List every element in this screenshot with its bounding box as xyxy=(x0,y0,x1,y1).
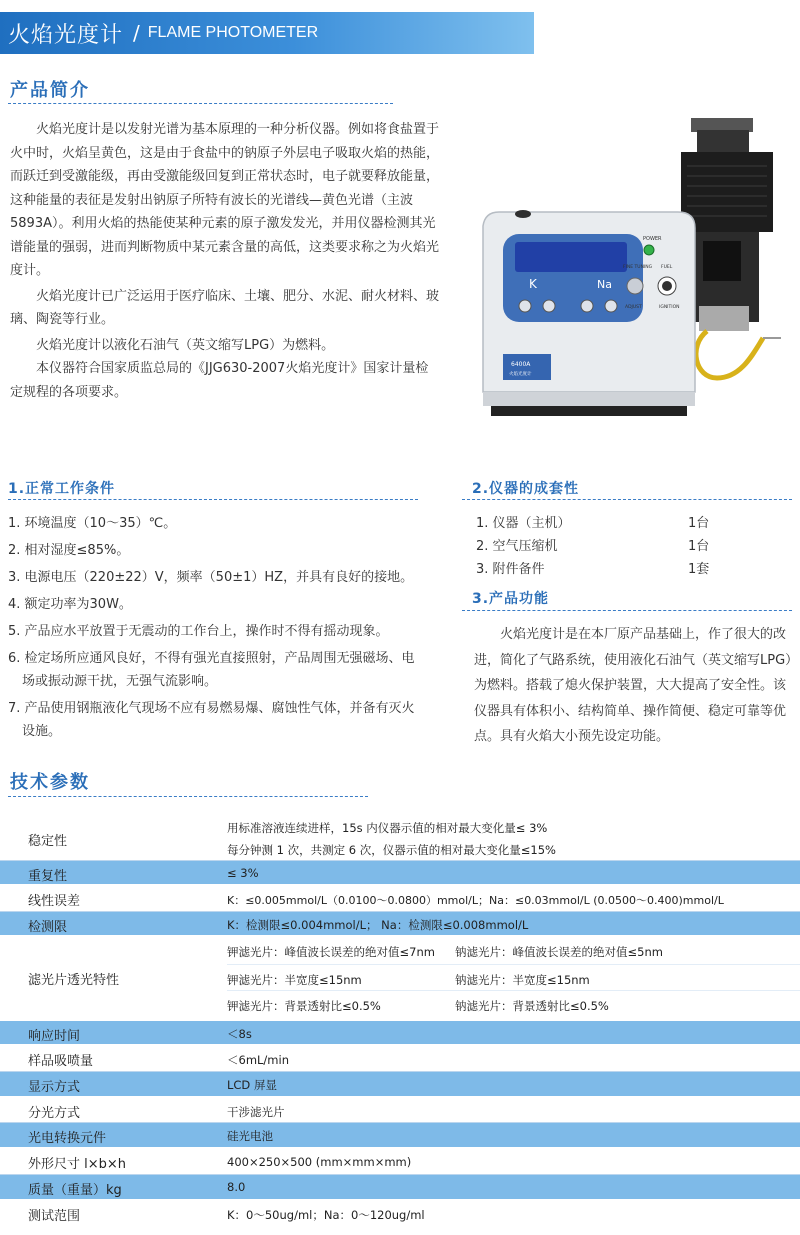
spec-label: 显示方式 xyxy=(28,1080,81,1095)
spec-label: 光电转换元件 xyxy=(28,1131,107,1146)
condition-item: 7. 产品使用钢瓶液化气现场不应有易燃易爆、腐蚀性气体，并备有灭火 xyxy=(8,701,415,716)
specs-divider xyxy=(8,796,368,797)
kit-row-qty: 1台 xyxy=(688,516,710,531)
spec-row-detection-limit xyxy=(0,912,800,935)
spec-row-detector xyxy=(0,1123,800,1147)
intro-paragraph-4: 本仪器符合国家质监总局的《JJG630-2007火焰光度计》国家计量检定规程的各项要求。 xyxy=(10,361,429,400)
condition-item: 3. 电源电压（220±22）V，频率（50±1）HZ，并具有良好的接地。 xyxy=(8,570,414,585)
row-divider xyxy=(0,911,800,912)
functions-text xyxy=(474,622,794,750)
specs-title: 技术参数 xyxy=(10,772,90,793)
row-divider xyxy=(0,1122,800,1123)
kit-row-name: 1. 仪器（主机） xyxy=(476,516,571,531)
kit-row-name: 2. 空气压缩机 xyxy=(476,539,558,554)
intro-divider xyxy=(8,103,393,104)
flame-photometer-image xyxy=(463,116,783,421)
spec-value: LCD 屏显 xyxy=(227,1078,277,1092)
spec-row-repeatability xyxy=(0,861,800,884)
device-adjust-label: ADJUST xyxy=(625,305,642,310)
kit-divider xyxy=(462,499,792,500)
spec-label: 响应时间 xyxy=(28,1029,81,1044)
spec-label: 滤光片透光特性 xyxy=(28,973,120,988)
kit-row-qty: 1台 xyxy=(688,539,710,554)
spec-value: 400×250×500 (mm×mm×mm) xyxy=(227,1155,412,1169)
condition-item: 5. 产品应水平放置于无震动的工作台上，操作时不得有摇动现象。 xyxy=(8,624,389,639)
spec-value: ≤ 3% xyxy=(227,866,259,880)
header-banner xyxy=(0,12,534,54)
condition-item: 2. 相对湿度≤85%。 xyxy=(8,543,130,558)
kit-row xyxy=(476,558,766,577)
condition-item: 场或振动源干扰，无强气流影响。 xyxy=(22,674,218,689)
spec-label: 重复性 xyxy=(28,869,68,884)
intro-paragraph-2: 火焰光度计已广泛运用于医疗临床、土壤、肥分、水泥、耐火材料、玻璃、陶瓷等行业。 xyxy=(10,288,440,327)
spec-value: 钾滤光片：峰值波长误差的绝对值≤7nm xyxy=(227,945,435,959)
kit-row-name: 3. 附件备件 xyxy=(476,562,545,577)
spec-row-stability xyxy=(0,814,800,860)
spec-row-filter xyxy=(0,936,800,1020)
title-en: FLAME PHOTOMETER xyxy=(147,24,319,41)
spec-row-dispersion xyxy=(0,1097,800,1122)
spec-value: 钠滤光片：峰值波长误差的绝对值≤5nm xyxy=(455,945,663,959)
spec-label: 检测限 xyxy=(28,920,68,935)
intro-paragraph-3: 火焰光度计以液化石油气（英文缩写LPG）为燃料。 xyxy=(36,337,335,353)
conditions-list xyxy=(8,512,448,752)
spec-value: ＜8s xyxy=(227,1027,252,1041)
spec-value: 钾滤光片：背景透射比≤0.5% xyxy=(227,999,381,1013)
spec-label: 样品吸喷量 xyxy=(28,1054,94,1069)
spec-label: 质量（重量）kg xyxy=(28,1183,122,1198)
conditions-title: 1.正常工作条件 xyxy=(8,481,116,497)
condition-item: 1. 环境温度（10～35）℃。 xyxy=(8,516,177,531)
device-na-label: Na xyxy=(597,278,612,291)
spec-row-linearity xyxy=(0,885,800,911)
intro-title: 产品简介 xyxy=(10,80,90,101)
spec-value: K：检测限≤0.004mmol/L； Na：检测限≤0.008mmol/L xyxy=(227,918,529,932)
condition-item: 6. 检定场所应通风良好，不得有强光直接照射，产品周围无强磁场、电 xyxy=(8,651,415,666)
kit-row xyxy=(476,512,766,531)
spec-value: 钠滤光片：半宽度≤15nm xyxy=(455,973,590,987)
spec-label: 线性误差 xyxy=(28,894,81,909)
spec-label: 分光方式 xyxy=(28,1106,81,1121)
spec-row-response-time xyxy=(0,1021,800,1044)
spec-row-sample-uptake xyxy=(0,1045,800,1071)
intro-text xyxy=(10,118,440,404)
row-divider xyxy=(0,1071,800,1072)
kit-table xyxy=(476,512,776,578)
spec-value: 干涉滤光片 xyxy=(227,1105,285,1119)
spec-label: 测试范围 xyxy=(28,1209,81,1224)
kit-row-qty: 1套 xyxy=(688,562,710,577)
device-name: 火焰光度计 xyxy=(509,372,532,377)
spec-value: 钠滤光片：背景透射比≤0.5% xyxy=(455,999,609,1013)
spec-value: 钾滤光片：半宽度≤15nm xyxy=(227,973,362,987)
spec-value: K：0～50ug/ml；Na：0～120ug/ml xyxy=(227,1208,425,1222)
device-model: 6400A xyxy=(511,361,531,368)
spec-value: K：≤0.005mmol/L（0.0100～0.0800）mmol/L；Na：≤0.03mmol/L (0.0500～0.400)mmol/L xyxy=(227,894,724,907)
spec-label: 外形尺寸 l×b×h xyxy=(28,1157,127,1172)
spec-value: 每分钟测 1 次，共测定 6 次，仪器示值的相对最大变化量≤15% xyxy=(227,843,556,857)
spec-value: 8.0 xyxy=(227,1180,246,1194)
spec-row-range xyxy=(0,1200,800,1224)
row-divider xyxy=(0,1174,800,1175)
specs-table xyxy=(0,814,800,1224)
kit-title: 2.仪器的成套性 xyxy=(472,481,580,497)
spec-row-dimensions xyxy=(0,1148,800,1174)
title-cn: 火焰光度计 xyxy=(8,22,124,48)
spec-value: 硅光电池 xyxy=(227,1129,273,1143)
title-separator: / xyxy=(133,21,140,45)
device-k-label: K xyxy=(529,277,537,291)
row-divider xyxy=(227,990,800,991)
functions-paragraph: 火焰光度计是在本厂原产品基础上，作了很大的改进，简化了气路系统，使用液化石油气（英文缩写LPG）为燃料。搭载了熄火保护装置，大大提高了安全性。该仪器具有体积小、结构简单、操作简便、稳定可靠等优点。具有火焰大小预先设定功能。 xyxy=(474,627,792,744)
spec-value: ＜6mL/min xyxy=(227,1053,289,1067)
device-fuel-label: FUEL xyxy=(661,265,673,270)
condition-item: 4. 额定功率为30W。 xyxy=(8,597,132,612)
row-divider xyxy=(0,860,800,861)
spec-row-weight xyxy=(0,1175,800,1199)
spec-label: 稳定性 xyxy=(28,834,68,849)
device-fine-tuning-label: FINE TUNING xyxy=(623,265,653,270)
device-power-label: POWER xyxy=(643,236,662,242)
functions-title: 3.产品功能 xyxy=(472,591,550,607)
device-ignition-label: IGNITION xyxy=(659,305,680,310)
row-divider xyxy=(227,964,800,965)
spec-row-display xyxy=(0,1072,800,1096)
condition-item: 设施。 xyxy=(22,724,62,739)
functions-divider xyxy=(462,610,792,611)
intro-paragraph-1: 火焰光度计是以发射光谱为基本原理的一种分析仪器。例如将食盐置于火中时，火焰呈黄色，这是由于食盐中的钠原子外层电子吸取火焰的热能，而跃迁到受激能级，再由受激能级回复到正常状态时，电子就要释放能量，这种能量的表征是发射出钠原子所特有波长的光谱线—黄色光谱（主波5893A）。利用火焰的热能使某种元素的原子激发发光，并用仪器检测其光谱能量的强弱，进而判断物质中某元素含量的高低，这类要求称之为火焰光度计。 xyxy=(10,122,440,278)
kit-row xyxy=(476,535,766,554)
conditions-divider xyxy=(8,499,418,500)
spec-value: 用标准溶液连续进样，15s 内仪器示值的相对最大变化量≤ 3% xyxy=(227,821,548,835)
